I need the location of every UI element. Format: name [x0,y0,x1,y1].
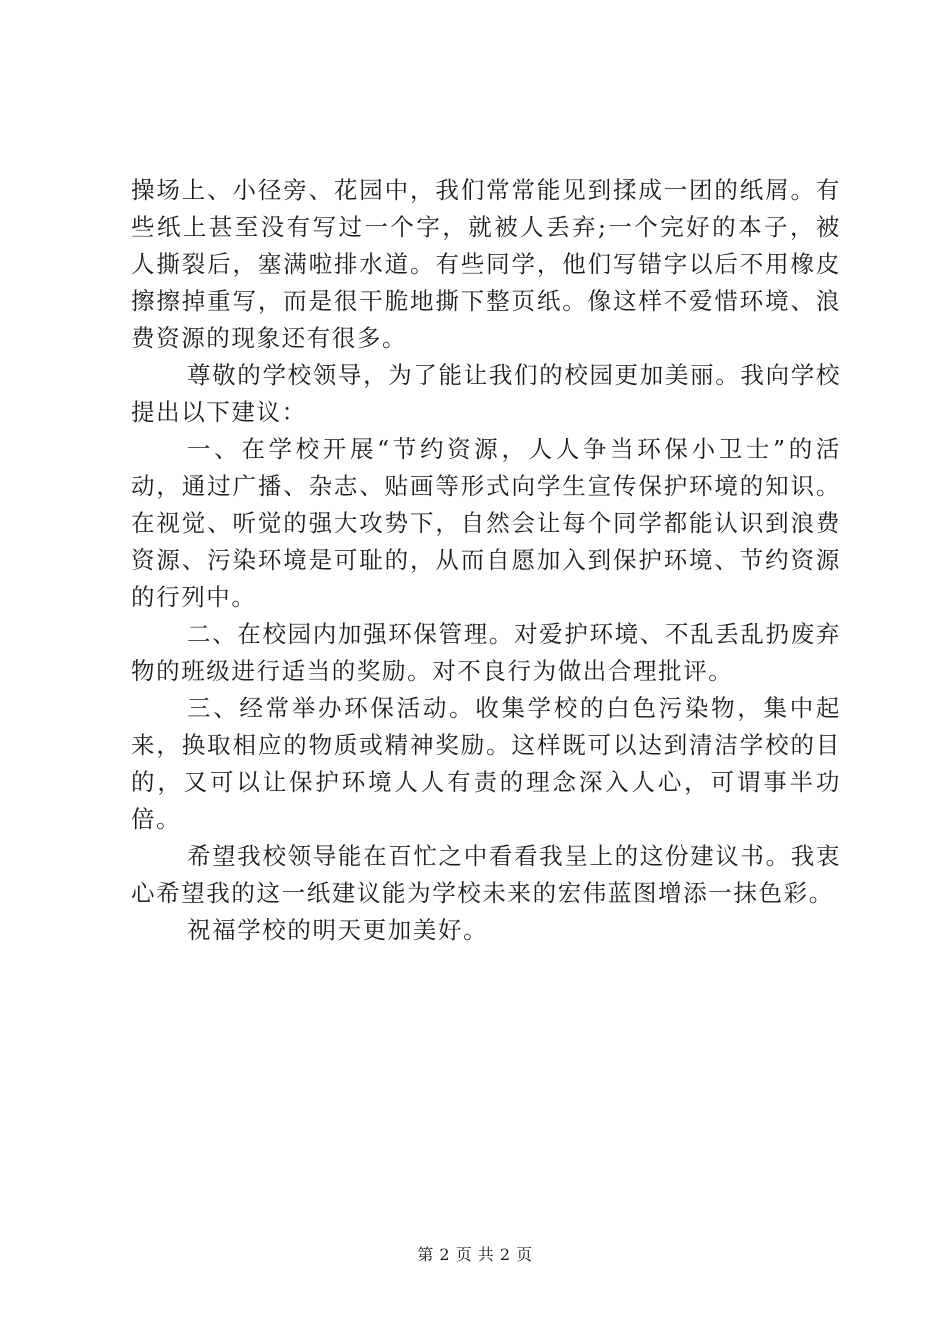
document-body [131,172,841,949]
paragraph-suggestion-two: 二、在校园内加强环保管理。对爱护环境、不乱丢乱扔废弃物的班级进行适当的奖励。对不良行为做出合理批评。 [131,620,841,685]
paragraph-suggestion-three: 三、经常举办环保活动。收集学校的白色污染物，集中起来，换取相应的物质或精神奖励。这样既可以达到清洁学校的目的，又可以让保护环境人人有责的理念深入人心，可谓事半功倍。 [131,694,841,833]
page-number-footer: 第 2 页 共 2 页 [417,1245,533,1264]
paragraph-blessing: 祝福学校的明天更加美好。 [187,916,489,944]
paragraph-suggestion-one: 一、在学校开展“节约资源，人人争当环保小卫士”的活动，通过广播、杂志、贴画等形式向学生宣传保护环境的知识。在视觉、听觉的强大攻势下，自然会让每个同学都能认识到浪费资源、污染环境是可耻的，从而自愿加入到保护环境、节约资源的行列中。 [131,435,841,611]
paragraph-closing-hope: 希望我校领导能在百忙之中看看我呈上的这份建议书。我衷心希望我的这一纸建议能为学校未来的宏伟蓝图增添一抹色彩。 [131,842,841,907]
paragraph-waste-observation: 操场上、小径旁、花园中，我们常常能见到揉成一团的纸屑。有些纸上甚至没有写过一个字，就被人丢弃;一个完好的本子，被人撕裂后，塞满啦排水道。有些同学，他们写错字以后不用橡皮擦擦掉重写，而是很干脆地撕下整页纸。像这样不爱惜环境、浪费资源的现象还有很多。 [131,176,841,352]
paragraph-address-leaders: 尊敬的学校领导，为了能让我们的校园更加美丽。我向学校提出以下建议： [131,361,841,426]
